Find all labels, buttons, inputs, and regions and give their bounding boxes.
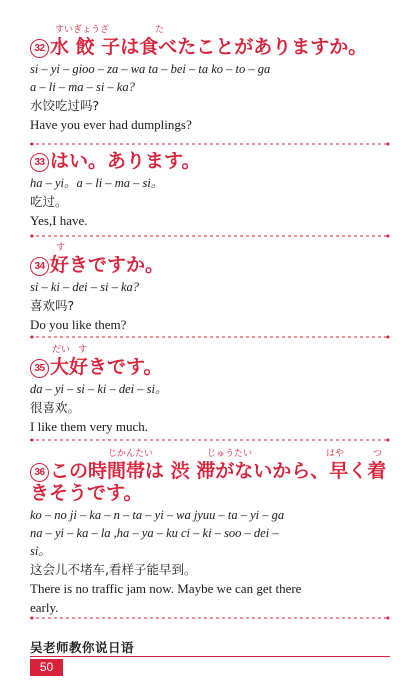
furigana: じゅうたい: [207, 449, 253, 459]
furigana: つ: [373, 449, 383, 459]
chinese-translation: 吃过。: [30, 194, 68, 209]
section-divider: [30, 333, 390, 341]
english-translation: There is no traffic jam now. Maybe we can get there: [30, 581, 302, 596]
sentence-number: 34: [30, 257, 49, 276]
romaji-line: si – ki – dei – si – ka?: [30, 280, 140, 294]
japanese-sentence: 35 大好きです。: [30, 356, 386, 378]
entry-33: [30, 150, 386, 230]
japanese-sentence: 32 水 餃 子は食べたことがありますか。: [30, 36, 386, 58]
english-translation: Do you like them?: [30, 317, 127, 332]
book-title: 吴老师教你说日语: [30, 640, 135, 655]
chinese-translation: 水饺吃过吗?: [30, 98, 100, 113]
romaji-line: ha – yi。a – li – ma – si。: [30, 176, 164, 190]
sentence-number: 36: [30, 463, 49, 482]
section-divider: [30, 232, 390, 240]
furigana: す: [78, 345, 88, 355]
romaji-line: si – yi – gioo – za – wa ta – bei – ta ko – to – ga: [30, 62, 271, 76]
furigana: た: [155, 25, 165, 35]
sentence-number: 32: [30, 39, 49, 58]
furigana: す: [56, 243, 66, 253]
sentence-number: 33: [30, 153, 49, 172]
chinese-translation: 很喜欢。: [30, 400, 81, 415]
english-translation: Have you ever had dumplings?: [30, 117, 192, 132]
section-divider: [30, 614, 390, 622]
romaji-line: na – yi – ka – la ,ha – ya – ku ci – ki – soo – dei –: [30, 526, 279, 540]
section-divider: [30, 140, 390, 148]
english-translation-cont: early.: [30, 600, 59, 615]
footer-rule: [30, 656, 390, 657]
japanese-sentence: 33 はい。あります。: [30, 150, 386, 172]
chinese-translation: 喜欢吗?: [30, 298, 75, 313]
page-number: 50: [30, 659, 63, 676]
japanese-sentence: 36 この時間帯は 渋 滞がないから、早く着: [30, 460, 386, 482]
english-translation: Yes,I have.: [30, 213, 88, 228]
romaji-line: a – li – ma – si – ka?: [30, 80, 135, 94]
japanese-sentence-cont: きそうです。: [30, 482, 143, 504]
entry-35: [30, 342, 386, 436]
entry-34: [30, 240, 386, 334]
english-translation: I like them very much.: [30, 419, 149, 434]
entry-36: [30, 446, 386, 617]
romaji-line: si。: [30, 544, 51, 558]
chinese-translation: 这会儿不堵车,看样子能早到。: [30, 562, 197, 577]
furigana: だい: [52, 345, 71, 355]
furigana: じかんたい: [108, 449, 154, 459]
furigana: すいぎょうざ: [55, 25, 110, 35]
romaji-line: ko – no ji – ka – n – ta – yi – wa jyuu – ta – yi – ga: [30, 508, 285, 522]
japanese-sentence: 34 好きですか。: [30, 254, 386, 276]
sentence-number: 35: [30, 359, 49, 378]
entry-32: [30, 25, 386, 134]
furigana: はや: [326, 449, 345, 459]
romaji-line: da – yi – si – ki – dei – si。: [30, 382, 168, 396]
section-divider: [30, 436, 390, 444]
